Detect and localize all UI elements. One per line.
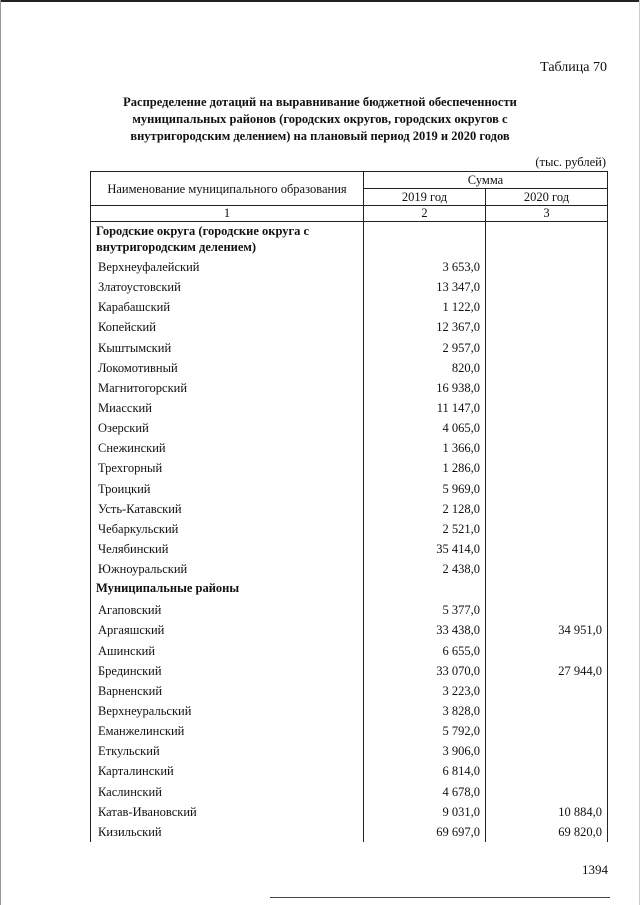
amount-2020 xyxy=(486,398,608,418)
table-row xyxy=(91,802,608,822)
section-title: Муниципальные районы xyxy=(91,579,364,600)
column-number: 3 xyxy=(486,206,608,222)
amount-2019: 4 678,0 xyxy=(364,782,486,802)
amount-2019: 16 938,0 xyxy=(364,378,486,398)
amount-2020 xyxy=(486,721,608,741)
table-row xyxy=(91,761,608,781)
amount-2019: 1 366,0 xyxy=(364,438,486,458)
amount-2020 xyxy=(486,741,608,761)
table-body xyxy=(91,206,608,842)
municipality-name: Локомотивный xyxy=(91,358,364,378)
table-row xyxy=(91,701,608,721)
municipality-name: Каслинский xyxy=(91,782,364,802)
amount-2019: 2 521,0 xyxy=(364,519,486,539)
title-line: Распределение дотаций на выравнивание бюджетной обеспеченности xyxy=(123,95,517,109)
table-row xyxy=(91,418,608,438)
amount-2019: 2 438,0 xyxy=(364,559,486,579)
amount-2020: 10 884,0 xyxy=(486,802,608,822)
table-row xyxy=(91,479,608,499)
amount-2020: 34 951,0 xyxy=(486,620,608,640)
amount-2019: 13 347,0 xyxy=(364,277,486,297)
amount-2020 xyxy=(486,277,608,297)
amount-2020 xyxy=(486,378,608,398)
table-row xyxy=(91,782,608,802)
table-row xyxy=(91,620,608,640)
municipality-name: Катав-Ивановский xyxy=(91,802,364,822)
amount-2019: 5 969,0 xyxy=(364,479,486,499)
amount-2019: 3 906,0 xyxy=(364,741,486,761)
amount-2020 xyxy=(486,782,608,802)
amount-2019: 33 438,0 xyxy=(364,620,486,640)
amount-2020 xyxy=(486,479,608,499)
municipality-name: Трехгорный xyxy=(91,458,364,478)
table-row xyxy=(91,559,608,579)
amount-2020 xyxy=(486,317,608,337)
header-year-2019: 2019 год xyxy=(364,189,486,206)
municipality-name: Брединский xyxy=(91,661,364,681)
table-row xyxy=(91,661,608,681)
table-row xyxy=(91,741,608,761)
table-row xyxy=(91,257,608,277)
table-row xyxy=(91,822,608,842)
amount-2019: 5 792,0 xyxy=(364,721,486,741)
column-number: 2 xyxy=(364,206,486,222)
amount-2019: 69 697,0 xyxy=(364,822,486,842)
municipality-name: Миасский xyxy=(91,398,364,418)
municipality-name: Снежинский xyxy=(91,438,364,458)
amount-2019: 6 655,0 xyxy=(364,641,486,661)
municipality-name: Златоустовский xyxy=(91,277,364,297)
municipality-name: Южноуральский xyxy=(91,559,364,579)
column-number: 1 xyxy=(91,206,364,222)
table-row xyxy=(91,539,608,559)
municipality-name: Верхнеуральский xyxy=(91,701,364,721)
page-top-border xyxy=(0,0,640,2)
municipality-name: Троицкий xyxy=(91,479,364,499)
amount-2020 xyxy=(486,641,608,661)
section-header-row xyxy=(91,579,608,600)
amount-2020 xyxy=(486,438,608,458)
amount-2019: 3 653,0 xyxy=(364,257,486,277)
table-row xyxy=(91,277,608,297)
municipality-name: Карабашский xyxy=(91,297,364,317)
document-title xyxy=(80,94,560,145)
amount-2019: 1 286,0 xyxy=(364,458,486,478)
table-row xyxy=(91,398,608,418)
municipality-name: Магнитогорский xyxy=(91,378,364,398)
table-row xyxy=(91,519,608,539)
table-row xyxy=(91,600,608,620)
header-name-column: Наименование муниципального образования xyxy=(91,172,364,206)
amount-2020 xyxy=(486,701,608,721)
table-row xyxy=(91,338,608,358)
municipality-name: Чебаркульский xyxy=(91,519,364,539)
table-row xyxy=(91,681,608,701)
amount-2020 xyxy=(486,257,608,277)
amount-2019: 1 122,0 xyxy=(364,297,486,317)
page-number: 1394 xyxy=(582,862,608,877)
footer-rule xyxy=(270,897,610,898)
municipality-name: Кыштымский xyxy=(91,338,364,358)
table-row xyxy=(91,297,608,317)
table-row xyxy=(91,317,608,337)
amount-2019: 9 031,0 xyxy=(364,802,486,822)
amount-2020: 69 820,0 xyxy=(486,822,608,842)
amount-2019: 4 065,0 xyxy=(364,418,486,438)
amount-2020 xyxy=(486,418,608,438)
table-row xyxy=(91,358,608,378)
amount-2019: 12 367,0 xyxy=(364,317,486,337)
table-row xyxy=(91,378,608,398)
amount-2019: 33 070,0 xyxy=(364,661,486,681)
header-sum: Сумма xyxy=(364,172,608,189)
municipality-name: Агаповский xyxy=(91,600,364,620)
page-left-border xyxy=(0,0,1,905)
amount-2019: 820,0 xyxy=(364,358,486,378)
amount-2020: 27 944,0 xyxy=(486,661,608,681)
municipality-name: Карталинский xyxy=(91,761,364,781)
amount-2020 xyxy=(486,600,608,620)
municipality-name: Озерский xyxy=(91,418,364,438)
municipality-name: Ашинский xyxy=(91,641,364,661)
title-line: муниципальных районов (городских округов, городских округов с xyxy=(132,112,508,126)
units-note: (тыс. рублей) xyxy=(535,155,606,169)
amount-2019: 3 223,0 xyxy=(364,681,486,701)
municipality-name: Еткульский xyxy=(91,741,364,761)
amount-2020 xyxy=(486,499,608,519)
amount-2020 xyxy=(486,458,608,478)
amount-2020 xyxy=(486,338,608,358)
amount-2019: 11 147,0 xyxy=(364,398,486,418)
table-row xyxy=(91,499,608,519)
amount-2020 xyxy=(486,539,608,559)
header-year-2020: 2020 год xyxy=(486,189,608,206)
amount-2020 xyxy=(486,559,608,579)
amount-2019: 2 128,0 xyxy=(364,499,486,519)
subsidy-table xyxy=(90,171,608,842)
amount-2019: 35 414,0 xyxy=(364,539,486,559)
amount-2020 xyxy=(486,297,608,317)
municipality-name: Челябинский xyxy=(91,539,364,559)
amount-2019: 5 377,0 xyxy=(364,600,486,620)
amount-2020 xyxy=(486,681,608,701)
municipality-name: Усть-Катавский xyxy=(91,499,364,519)
municipality-name: Верхнеуфалейский xyxy=(91,257,364,277)
title-line: внутригородским делением) на плановый период 2019 и 2020 годов xyxy=(130,129,510,143)
amount-2019: 6 814,0 xyxy=(364,761,486,781)
table-row xyxy=(91,721,608,741)
section-title: Городские округа (городские округа с внутригородским делением) xyxy=(91,222,364,258)
column-number-row xyxy=(91,206,608,222)
amount-2020 xyxy=(486,358,608,378)
amount-2020 xyxy=(486,761,608,781)
amount-2019: 2 957,0 xyxy=(364,338,486,358)
amount-2019: 3 828,0 xyxy=(364,701,486,721)
table-row xyxy=(91,458,608,478)
amount-2020 xyxy=(486,519,608,539)
municipality-name: Копейский xyxy=(91,317,364,337)
table-row xyxy=(91,641,608,661)
municipality-name: Еманжелинский xyxy=(91,721,364,741)
table-row xyxy=(91,438,608,458)
table-label: Таблица 70 xyxy=(540,60,607,75)
municipality-name: Варненский xyxy=(91,681,364,701)
municipality-name: Кизильский xyxy=(91,822,364,842)
municipality-name: Аргаяшский xyxy=(91,620,364,640)
section-header-row xyxy=(91,222,608,258)
